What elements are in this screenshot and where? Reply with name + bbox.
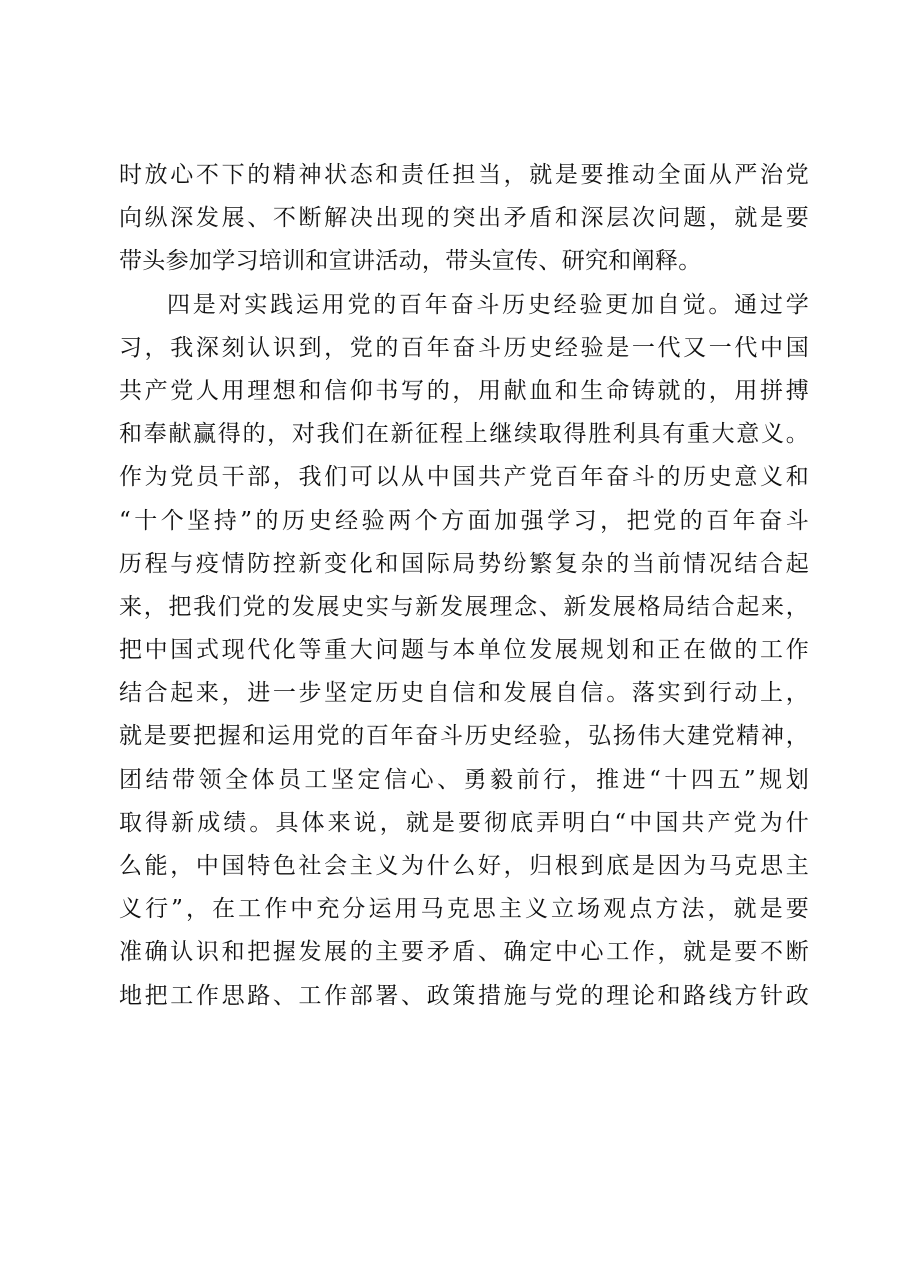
text-line: 义行”，在工作中充分运用马克思主义立场观点方法，就是要 <box>119 896 809 923</box>
text-line: 就是要把握和运用党的百年奋斗历史经验，弘扬伟大建党精神， <box>119 723 809 750</box>
text-line: 么能，中国特色社会主义为什么好，归根到底是因为马克思主 <box>119 853 809 879</box>
text-line: 把中国式现代化等重大问题与本单位发展规划和正在做的工作 <box>119 637 809 664</box>
text-line: 地把工作思路、工作部署、政策措施与党的理论和路线方针政 <box>119 982 809 1009</box>
text-line: 结合起来，进一步坚定历史自信和发展自信。落实到行动上， <box>119 680 809 707</box>
text-line: 习，我深刻认识到，党的百年奋斗历史经验是一代又一代中国 <box>119 334 809 361</box>
text-line: 准确认识和把握发展的主要矛盾、确定中心工作，就是要不断 <box>119 939 809 966</box>
text-line: 来，把我们党的发展史实与新发展理念、新发展格局结合起来， <box>119 593 809 620</box>
text-line: 共产党人用理想和信仰书写的，用献血和生命铸就的，用拼搏 <box>119 377 809 404</box>
text-line: 团结带领全体员工坚定信心、勇毅前行，推进“十四五”规划 <box>119 766 809 793</box>
paragraph-first-line: 四是对实践运用党的百年奋斗历史经验更加自觉。通过学 <box>167 291 809 318</box>
text-line: 和奉献赢得的，对我们在新征程上继续取得胜利具有重大意义。 <box>119 421 809 448</box>
text-line: 作为党员干部，我们可以从中国共产党百年奋斗的历史意义和 <box>119 464 809 491</box>
text-line: “十个坚持”的历史经验两个方面加强学习，把党的百年奋斗 <box>119 507 809 534</box>
text-line: 向纵深发展、不断解决出现的突出矛盾和深层次问题，就是要 <box>119 205 809 232</box>
text-line: 时放心不下的精神状态和责任担当，就是要推动全面从严治党 <box>119 162 809 188</box>
text-line: 带头参加学习培训和宣讲活动，带头宣传、研究和阐释。 <box>119 248 702 275</box>
document-body <box>119 154 809 1018</box>
text-line: 历程与疫情防控新变化和国际局势纷繁复杂的当前情况结合起 <box>119 550 809 577</box>
text-line: 取得新成绩。具体来说，就是要彻底弄明白“中国共产党为什 <box>119 809 809 836</box>
